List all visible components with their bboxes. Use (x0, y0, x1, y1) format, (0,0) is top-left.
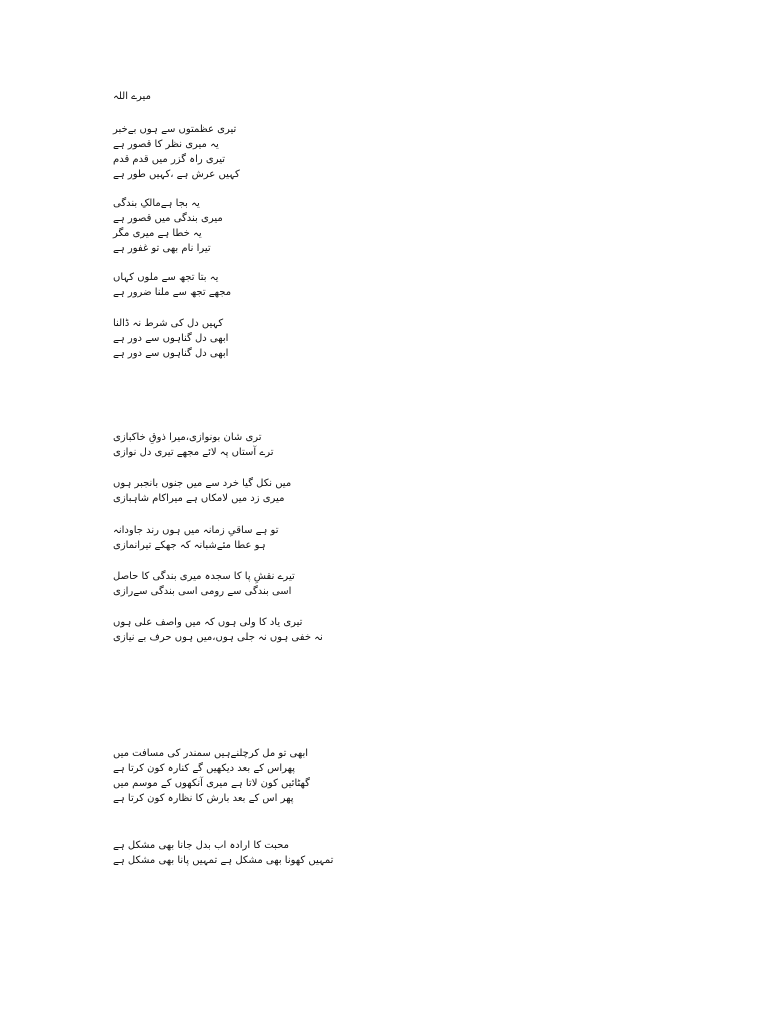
verse-line: ابھی تو مل کرچلنےہیں سمندر کی مسافت میں (113, 748, 309, 759)
verse-line: میں نکل گیا خرد سے میں جنوں بانجبر ہوں (113, 478, 292, 489)
stanza-5 (113, 430, 274, 460)
verse-line: کہیں دل کی شرط نہ ڈالنا (113, 318, 224, 329)
stanza-9 (113, 615, 323, 645)
verse-line: ابھی دل گناہوں سے دور ہے (113, 333, 229, 344)
verse-line: اسی بندگی سے رومی اسی بندگی سےرازی (113, 586, 292, 597)
verse-line: ہو عطا مئےشبانہ کہ جھکے تیرانمازی (113, 540, 266, 551)
stanza-10 (113, 746, 310, 806)
verse-line: تیرا نام بھی تو غفور ہے (113, 243, 211, 254)
verse-line: ترے آستاں پہ لائے مجھے تیری دل نوازی (113, 447, 274, 458)
verse-line: تیری راہ گزر میں قدم قدم (113, 154, 226, 165)
verse-line: تو ہے ساقیِ زمانہ میں ہوں رند جاودانہ (113, 525, 279, 536)
stanza-4 (113, 316, 228, 361)
verse-line: تیری یاد کا ولی ہوں کہ میں واصف علی ہوں (113, 617, 303, 628)
verse-line: تمہیں کھونا بھی مشکل ہے تمہیں پانا بھی مشکل ہے (113, 855, 334, 866)
verse-line: ابھی دل گناہوں سے دور ہے (113, 348, 229, 359)
verse-line: تری شان بونوازی،میرا ذوقِ خاکبازی (113, 432, 262, 443)
verse-line: نہ خفی ہوں نہ جلی ہوں،میں ہوں حرف بے نیازی (113, 632, 323, 643)
page-title: میرے اللہ (113, 91, 151, 102)
stanza-11 (113, 838, 333, 868)
stanza-1 (113, 122, 240, 182)
verse-line: یہ بتا تجھ سے ملوں کہاں (113, 272, 219, 283)
verse-line: تیرے نقشِ پا کا سجدہ میری بندگی کا حاصل (113, 571, 295, 582)
verse-line: پھر اس کے بعد بارش کا نظارہ کون کرتا ہے (113, 793, 294, 804)
verse-line: مجھے تجھ سے ملنا ضرور ہے (113, 287, 232, 298)
verse-line: میری بندگی میں قصور ہے (113, 213, 223, 224)
stanza-2 (113, 196, 223, 256)
verse-line: میری زد میں لامکاں ہے میراکام شاہبازی (113, 493, 285, 504)
stanza-3 (113, 270, 231, 300)
stanza-6 (113, 476, 291, 506)
verse-line: تیری عظمتوں سے ہوں بےخبر (113, 124, 237, 135)
verse-line: محبت کا ارادہ اب بدل جانا بھی مشکل ہے (113, 840, 289, 851)
verse-line: گھٹائیں کون لاتا ہے میری آنکھوں کے موسم میں (113, 778, 310, 789)
stanza-8 (113, 569, 295, 599)
verse-line: یہ میری نظر کا قصور ہے (113, 139, 219, 150)
stanza-7 (113, 523, 278, 553)
verse-line: یہ خطا ہے میری مگر (113, 228, 202, 239)
verse-line: کہیں عرش ہے ،کہیں طور ہے (113, 169, 240, 180)
verse-line: یہ بجا ہےمالکِ بندگی (113, 198, 200, 209)
verse-line: پھراس کے بعد دیکھیں گے کنارہ کون کرتا ہے (113, 763, 296, 774)
